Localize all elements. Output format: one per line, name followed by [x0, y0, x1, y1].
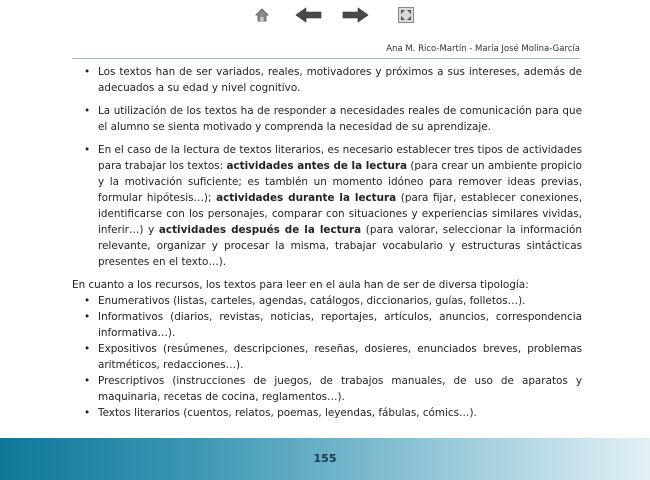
fullscreen-icon	[398, 7, 414, 23]
list-item: • Informativos (diarios, revistas, noticias, reportajes, artículos, anuncios, correspondencia informativa…).	[72, 309, 582, 341]
previous-page-button[interactable]	[294, 6, 324, 24]
list-item	[72, 64, 582, 96]
running-header-authors: Ana M. Rico-Martín - María José Molina-García	[386, 44, 580, 54]
list-item-text: Los textos han de ser variados, reales, motivadores y próximos a sus intereses, además de adecuados a su edad y nivel cognitivo.	[98, 66, 582, 94]
bold-term: actividades después de la lectura	[158, 224, 362, 236]
home-icon	[255, 8, 269, 22]
bold-term: actividades durante la lectura	[216, 192, 397, 204]
list-item	[72, 103, 582, 135]
list-item-text: (para crear un ambiente propicio y la motivación suficiente; es también un momento idóneo para remover ideas previas, formular hipótesis…);	[98, 160, 582, 204]
list-item: • Expositivos (resúmenes, descripciones, reseñas, dosieres, enunciados breves, problemas aritméticos, redacciones…).	[72, 341, 582, 373]
page-content	[72, 64, 582, 421]
list-item: • Textos literarios (cuentos, relatos, poemas, leyendas, fábulas, cómics…).	[72, 405, 582, 421]
list-item-text: (para fijar, establecer conexiones, identificarse con los personajes, comparar con situaciones y experiencias similares vividas, inferir…) y	[98, 192, 583, 236]
text-types-list	[72, 293, 582, 421]
header-rule	[72, 58, 580, 59]
list-item: • Prescriptivos (instrucciones de juegos, de trabajos manuales, de uso de aparatos y maquinaria, recetas de cocina, reglamentos…).	[72, 373, 582, 405]
home-button[interactable]	[254, 6, 270, 24]
list-item	[72, 142, 582, 270]
list-item: • Enumerativos (listas, carteles, agendas, catálogos, diccionarios, guías, folletos…).	[72, 293, 582, 309]
arrow-right-icon	[341, 7, 369, 23]
guidelines-list	[72, 64, 582, 270]
viewer-toolbar	[0, 0, 650, 32]
list-item-text: (para valorar, seleccionar la información relevante, organizar y procesar la misma, trabajar vocabulario y estructuras sintácticas presentes en el texto…).	[98, 224, 583, 268]
arrow-left-icon	[295, 7, 323, 23]
next-page-button[interactable]	[340, 6, 370, 24]
list-item-text: En el caso de la lectura de textos literarios, es necesario establecer tres tipos de actividades para trabajar los textos:	[98, 144, 582, 172]
fullscreen-button[interactable]	[397, 6, 415, 24]
resources-paragraph: En cuanto a los recursos, los textos para leer en el aula han de ser de diversa tipología:	[72, 279, 529, 291]
page-number: 155	[313, 452, 337, 465]
list-item-text: La utilización de los textos ha de responder a necesidades reales de comunicación para que el alumno se sienta motivado y comprenda la necesidad de su aprendizaje.	[98, 105, 582, 133]
bold-term: actividades antes de la lectura	[226, 160, 408, 172]
